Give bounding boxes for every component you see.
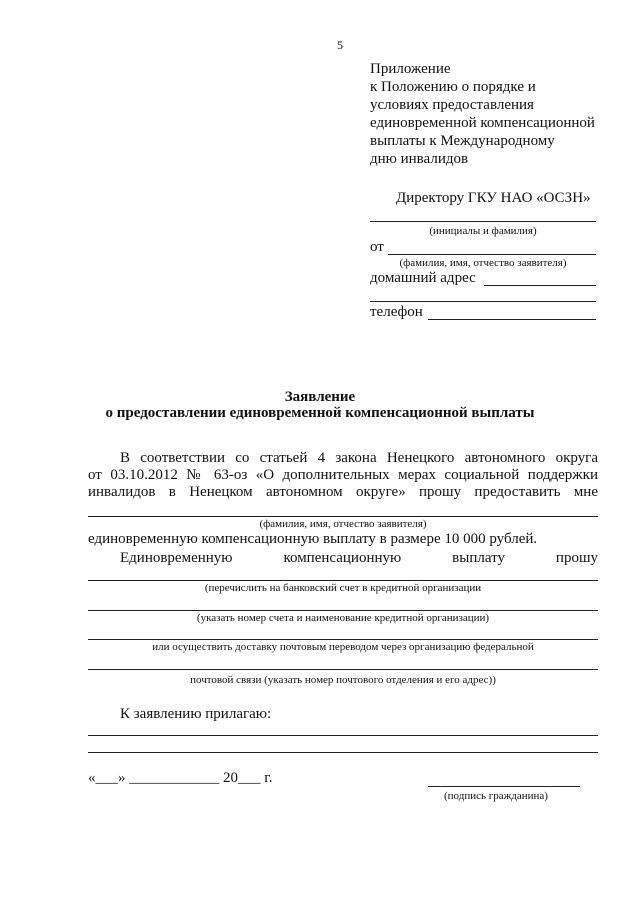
caption-account: (указать номер счета и наименование кредитной организации) (196, 612, 490, 624)
document-title: Заявление (284, 389, 356, 405)
from-label: от (370, 239, 384, 255)
appendix-line: к Положению о порядке и (370, 79, 536, 95)
caption-delivery: или осуществить доставку почтовым переводом через организацию федеральной (152, 641, 534, 653)
phone-line (428, 319, 596, 320)
initials-line (370, 221, 596, 222)
signature-line (428, 786, 580, 787)
caption-bank: (перечислить на банковский счет в кредитной организации (204, 582, 482, 594)
para1-line4: единовременную компенсационную выплату в размере 10 000 рублей. (88, 531, 538, 547)
home-address-label: домашний адрес (370, 270, 476, 286)
applicant-caption: (фамилия, имя, отчество заявителя) (259, 518, 427, 530)
para1-line3: инвалидов в Ненецком автономном округе» прошу предоставить мне (88, 484, 598, 500)
home-address-line-2 (370, 301, 596, 302)
signature-caption: (подпись гражданина) (444, 790, 548, 802)
para1-line2: от 03.10.2012 № 63-оз «О дополнительных мерах социальной поддержки (88, 467, 598, 483)
attach-line-2 (88, 752, 598, 753)
caption-postal: почтовой связи (указать номер почтового отделения и его адрес)) (190, 674, 496, 686)
para2-line1: Единовременную компенсационную выплату прошу (120, 550, 598, 566)
applicant-caption-top: (фамилия, имя, отчество заявителя) (399, 257, 567, 269)
appendix-line: Приложение (370, 61, 451, 77)
bank-line (88, 580, 598, 581)
attach-label: К заявлению прилагаю: (120, 706, 272, 722)
initials-caption: (инициалы и фамилия) (429, 225, 537, 237)
account-line (88, 610, 598, 611)
date-line: «___» ____________ 20___ г. (88, 770, 273, 786)
appendix-line: дню инвалидов (370, 151, 469, 167)
page-number: 5 (337, 38, 343, 52)
delivery-line (88, 639, 598, 640)
from-line (388, 254, 596, 255)
document-subtitle: о предоставлении единовременной компенсационной выплаты (105, 405, 535, 421)
para1-line1: В соответствии со статьей 4 закона Ненецкого автономного округа (120, 450, 598, 466)
phone-label: телефон (370, 304, 423, 320)
appendix-line: единовременной компенсационной (370, 115, 595, 131)
appendix-line: условиях предоставления (370, 97, 534, 113)
applicant-line (88, 516, 598, 517)
postal-line (88, 669, 598, 670)
addressee-director: Директору ГКУ НАО «ОСЗН» (396, 190, 591, 206)
attach-line-1 (88, 735, 598, 736)
home-address-line (484, 285, 596, 286)
appendix-block (370, 60, 595, 168)
appendix-line: выплаты к Международному (370, 133, 555, 149)
